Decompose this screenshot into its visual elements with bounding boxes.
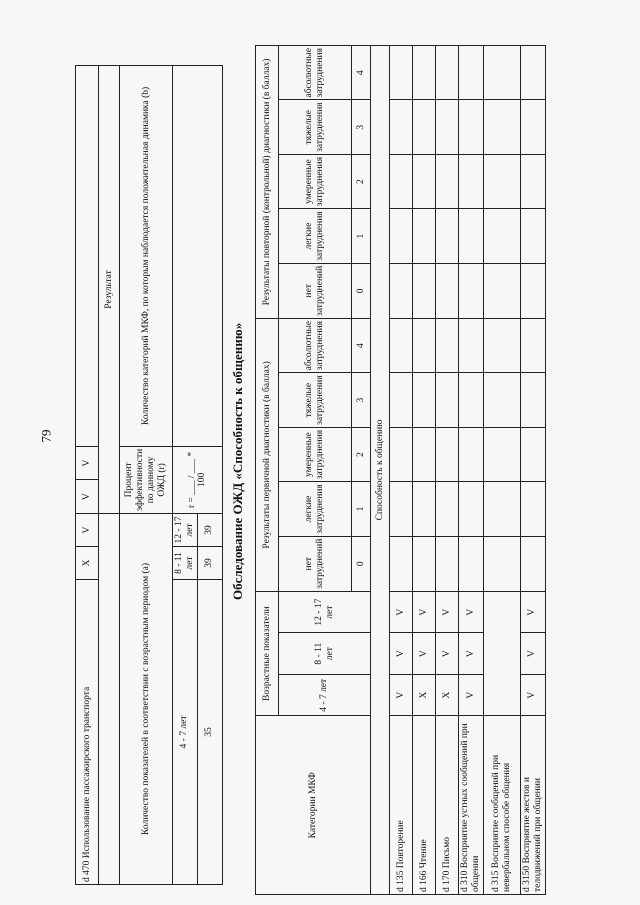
age-col: 4 - 7 лет <box>279 674 371 716</box>
age-col: 12 - 17 лет <box>279 591 371 633</box>
mark-cell: V <box>436 633 459 675</box>
repeat-header: Результаты повторной (контрольной) диагностики (в баллах) <box>256 46 279 319</box>
age-col: 12 - 17 лет <box>173 514 198 547</box>
level-col: тяжелые затруднения <box>279 100 352 154</box>
score: 2 <box>352 154 371 208</box>
mark-cell <box>484 591 521 716</box>
row-label: d 135 Повторение <box>390 716 413 895</box>
age-val: 39 <box>197 547 222 580</box>
mark-cell: V <box>76 514 99 547</box>
header-r: Процент эффективности по данному ОЖД (r) <box>120 446 173 513</box>
top-table <box>75 65 223 885</box>
mark-cell: V <box>413 633 436 675</box>
score: 1 <box>352 209 371 263</box>
score: 3 <box>352 100 371 154</box>
table-row <box>484 46 521 895</box>
table-row <box>256 46 279 895</box>
empty-cell <box>76 66 99 447</box>
formula: r = ___ / ___ * 100 <box>173 446 223 513</box>
table-row <box>120 66 173 885</box>
table-row <box>459 46 484 895</box>
mark-cell: V <box>76 480 99 514</box>
age-val: 35 <box>197 580 222 885</box>
level-col: легкие затруднения <box>279 209 352 263</box>
level-col: абсолютные затруднения <box>279 46 352 100</box>
blank-header <box>99 514 120 885</box>
table-row <box>371 46 390 895</box>
mark-cell: V <box>459 674 484 716</box>
mark-cell: V <box>413 591 436 633</box>
mark-cell: V <box>390 633 413 675</box>
table-row <box>413 46 436 895</box>
table-row <box>76 66 99 885</box>
table-row <box>521 46 546 895</box>
score: 1 <box>352 482 371 536</box>
mark-cell: V <box>390 591 413 633</box>
category-header: Категории МКФ <box>256 716 371 895</box>
age-col: 8 - 11 лет <box>173 547 198 580</box>
row-label: d 3150 Восприятие жестов и телодвижений при общении <box>521 716 546 895</box>
score: 4 <box>352 318 371 372</box>
level-col: умеренные затруднения <box>279 427 352 481</box>
primary-header: Результаты первичной диагностики (в баллах) <box>256 318 279 591</box>
mark-cell: X <box>413 674 436 716</box>
level-col: умеренные затруднения <box>279 154 352 208</box>
table-row <box>99 66 120 885</box>
row-label: d 166 Чтение <box>413 716 436 895</box>
row-d470-label: d 470 Использование пассажирского транспорта <box>76 580 99 885</box>
page-number: 79 <box>38 429 54 443</box>
level-col: тяжелые затруднения <box>279 373 352 427</box>
score: 3 <box>352 373 371 427</box>
row-label: d 310 Восприятие устных сообщений при общении <box>459 716 484 895</box>
table-row <box>173 66 198 885</box>
age-col: 8 - 11 лет <box>279 633 371 675</box>
row-label: d 315 Восприятие сообщений при невербальном способе общения <box>484 716 521 895</box>
level-col: нет затруднений <box>279 263 352 318</box>
main-table <box>255 45 546 895</box>
section-title: Обследование ОЖД «Способность к общению» <box>230 322 245 600</box>
table-row <box>436 46 459 895</box>
level-col: нет затруднений <box>279 536 352 591</box>
mark-cell: V <box>521 674 546 716</box>
level-col: абсолютные затруднения <box>279 318 352 372</box>
age-header: Возрастные показатели <box>256 591 279 716</box>
score: 0 <box>352 536 371 591</box>
mark-cell: X <box>436 674 459 716</box>
score: 2 <box>352 427 371 481</box>
mark-cell: V <box>436 591 459 633</box>
table-row <box>390 46 413 895</box>
age-col: 4 - 7 лет <box>173 580 198 885</box>
level-col: легкие затруднения <box>279 482 352 536</box>
mark-cell: V <box>521 591 546 633</box>
mark-cell: V <box>459 591 484 633</box>
age-val: 39 <box>197 514 222 547</box>
score: 4 <box>352 46 371 100</box>
mark-cell: V <box>390 674 413 716</box>
main-table-wrap <box>255 45 546 895</box>
mark-cell: X <box>76 547 99 580</box>
header-a: Количество показателей в соответствии с возрастным периодом (a) <box>120 514 173 885</box>
header-b: Количество категорий МКФ, по которым наблюдается положительная динамика (b) <box>120 66 173 447</box>
score: 0 <box>352 263 371 318</box>
result-header: Результат <box>99 66 120 514</box>
empty-cell <box>173 66 223 447</box>
mark-cell: V <box>459 633 484 675</box>
row-label: d 170 Письмо <box>436 716 459 895</box>
mark-cell: V <box>76 446 99 480</box>
mark-cell: V <box>521 633 546 675</box>
group-row: Способность к общению <box>371 46 390 895</box>
top-table-wrap <box>75 65 223 885</box>
